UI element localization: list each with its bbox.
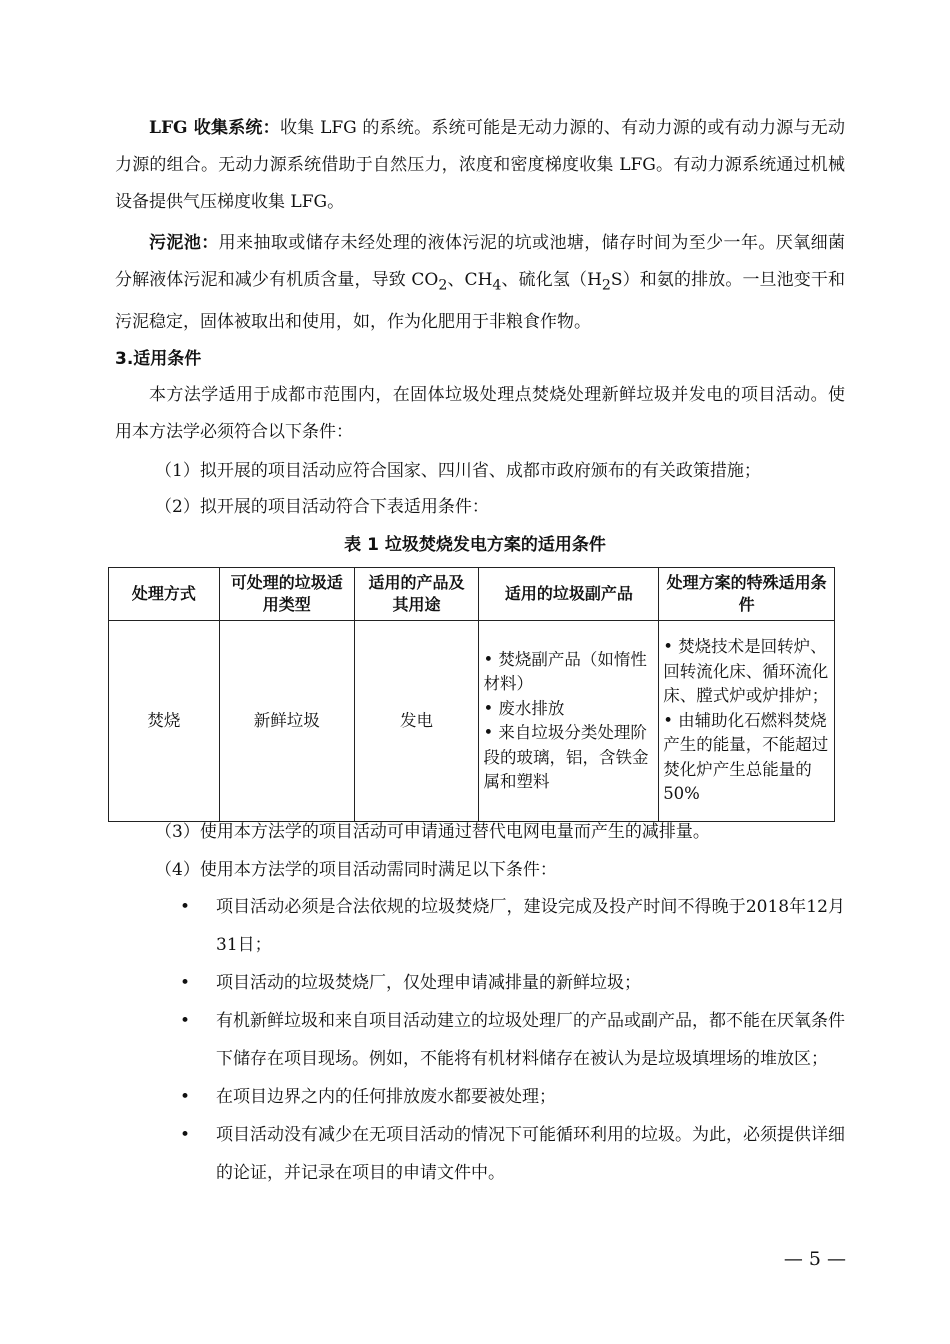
lfg-definition-paragraph bbox=[115, 110, 845, 221]
list-item bbox=[180, 1116, 845, 1192]
bullet-icon: • bbox=[180, 897, 191, 917]
header-byproducts: 适用的垃圾副产品 bbox=[479, 568, 659, 621]
bullet-icon: • bbox=[180, 973, 191, 993]
applicability-table bbox=[108, 567, 835, 822]
bullet-icon: • bbox=[180, 1125, 191, 1145]
sludge-text-2: 、CH bbox=[447, 270, 493, 290]
bullet-icon: • bbox=[180, 1011, 191, 1031]
header-method: 处理方式 bbox=[109, 568, 220, 621]
cell-product: 发电 bbox=[354, 621, 479, 822]
bullet-icon: • bbox=[180, 1087, 191, 1107]
list-item-text: 项目活动的垃圾焚烧厂，仅处理申请减排量的新鲜垃圾； bbox=[216, 973, 641, 993]
cell-waste-type: 新鲜垃圾 bbox=[219, 621, 354, 822]
special-condition-item: • 焚烧技术是回转炉、回转流化床、循环流化床、膛式炉或炉排炉； bbox=[663, 637, 829, 706]
sludge-text-3: 、硫化氢（H bbox=[501, 270, 602, 290]
header-special-conditions: 处理方案的特殊适用条件 bbox=[659, 568, 835, 621]
lfg-term: LFG 收集系统： bbox=[149, 118, 280, 138]
sludge-text-4: S）和氨的排放。一旦池变干和污泥稳定，固体被取出和使用，如，作为化肥用于非粮食作物。 bbox=[115, 270, 845, 333]
lfg-definition-text: 收集 LFG 的系统。系统可能是无动力源的、有动力源的或有动力源与无动力源的组合。无动力源系统借助于自然压力，浓度和密度梯度收集 LFG。有动力源系统通过机械设备提供气压梯度收集 LFG。 bbox=[115, 118, 845, 212]
list-item-text: 有机新鲜垃圾和来自项目活动建立的垃圾处理厂的产品或副产品，都不能在厌氧条件下储存在项目现场。例如，不能将有机材料储存在被认为是垃圾填埋场的堆放区； bbox=[216, 1011, 845, 1069]
list-item bbox=[180, 888, 845, 964]
cell-method: 焚烧 bbox=[109, 621, 220, 822]
sludge-sub-3: 2 bbox=[601, 277, 611, 294]
requirements-list bbox=[180, 888, 845, 1192]
table-header-row bbox=[109, 568, 835, 621]
list-item-text: 在项目边界之内的任何排放废水都要被处理； bbox=[216, 1087, 556, 1107]
table-title: 表 1 垃圾焚烧发电方案的适用条件 bbox=[344, 535, 606, 555]
byproduct-item: • 废水排放 bbox=[483, 698, 565, 718]
sludge-definition-paragraph bbox=[115, 225, 845, 341]
condition-2: （2）拟开展的项目活动符合下表适用条件： bbox=[155, 497, 489, 517]
list-item bbox=[180, 1078, 845, 1116]
header-product: 适用的产品及其用途 bbox=[354, 568, 479, 621]
condition-1: （1）拟开展的项目活动应符合国家、四川省、成都市政府颁布的有关政策措施； bbox=[155, 461, 761, 481]
cell-special-conditions bbox=[659, 621, 835, 822]
section-heading: 3.适用条件 bbox=[115, 349, 202, 369]
list-item-text: 项目活动必须是合法依规的垃圾焚烧厂，建设完成及投产时间不得晚于2018年12月31日； bbox=[216, 897, 845, 955]
section-intro: 本方法学适用于成都市范围内，在固体垃圾处理点焚烧处理新鲜垃圾并发电的项目活动。使用本方法学必须符合以下条件： bbox=[115, 385, 845, 442]
table-row bbox=[109, 621, 835, 822]
byproduct-item: • 来自垃圾分类处理阶段的玻璃，铝，含铁金属和塑料 bbox=[483, 723, 649, 791]
sludge-sub-1: 2 bbox=[438, 277, 448, 294]
list-item bbox=[180, 964, 845, 1002]
header-waste-type: 可处理的垃圾适用类型 bbox=[219, 568, 354, 621]
list-item-text: 项目活动没有减少在无项目活动的情况下可能循环利用的垃圾。为此，必须提供详细的论证，并记录在项目的申请文件中。 bbox=[216, 1125, 845, 1183]
condition-4: （4）使用本方法学的项目活动需同时满足以下条件： bbox=[155, 860, 557, 880]
condition-3: （3）使用本方法学的项目活动可申请通过替代电网电量而产生的减排量。 bbox=[155, 822, 710, 842]
page-number: — 5 — bbox=[783, 1248, 846, 1270]
list-item bbox=[180, 1002, 845, 1078]
cell-byproducts bbox=[479, 621, 659, 822]
byproduct-item: • 焚烧副产品（如惰性材料） bbox=[483, 649, 647, 693]
special-condition-item: • 由辅助化石燃料焚烧产生的能量，不能超过焚化炉产生总能量的 50% bbox=[663, 710, 829, 804]
sludge-term: 污泥池： bbox=[149, 233, 219, 253]
sludge-text-1: 用来抽取或储存未经处理的液体污泥的坑或池塘，储存时间为至少一年。厌氧细菌分解液体污泥和减少有机质含量，导致 CO bbox=[115, 233, 846, 290]
sludge-sub-2: 4 bbox=[492, 277, 502, 294]
